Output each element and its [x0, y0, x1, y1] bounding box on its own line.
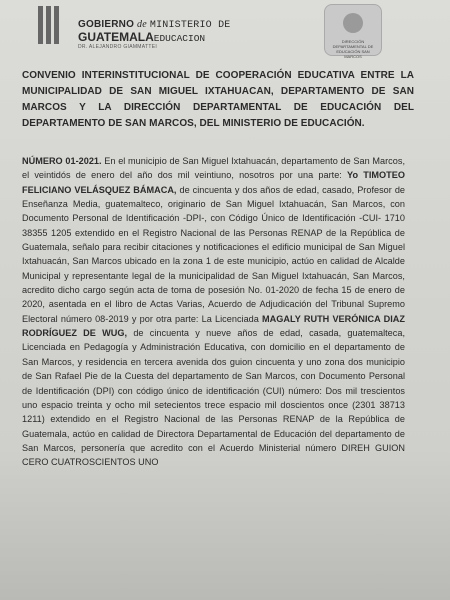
logo-line-2: GUATEMALAEDUCACION	[78, 30, 206, 44]
government-logo	[38, 6, 298, 50]
document-body	[22, 154, 405, 470]
document-title: CONVENIO INTERINSTITUCIONAL DE COOPERACIÓN EDUCATIVA ENTRE LA MUNICIPALIDAD DE SAN MIGUEL IXTAHUACAN, DEPARTAMENTO DE SAN MARCOS Y LA DIRECCIÓN DEPARTAMENTAL DE EDUCACIÓN DEL DEPARTAMENTO DE SAN MARCOS, DEL MINISTERIO DE EDUCACIÓN.	[22, 70, 414, 129]
party-name-1: Yo TIMOTEO FELICIANO VELÁSQUEZ BÁMACA,	[22, 170, 405, 195]
body-part-1: En el municipio de San Miguel Ixtahuacán, departamento de San Marcos, el veintidós de enero del año dos mil veintiuno, nosotros por una parte:	[22, 156, 405, 181]
party-name-2: MAGALY RUTH VERÓNICA DIAZ RODRÍGUEZ DE WUG,	[22, 313, 405, 339]
departmental-seal-icon: DIRECCIÓN DEPARTAMENTAL DE EDUCACIÓN SAN MARCOS	[324, 4, 382, 56]
flag-stripes-icon	[38, 6, 66, 44]
body-part-2: de cincuenta y dos años de edad, casado, Profesor de Enseñanza Media, guatemalteco, originario de San Miguel Ixtahuacán, San Marcos, con Documento Personal de Identificación -DPI-, con Código Único de Identificación -CUI- 1710 38355 1205 extendido en el Registro Nacional de las Personas RENAP de la República de Guatemala, señalo para recibir citaciones y notificaciones el edificio municipal de San Miguel Ixtahuacán, San Marcos ubicado en la zona 1 de este municipio, actúo en calidad de Alcalde Municipal y representante legal de la municipalidad de San Miguel Ixtahuacán, San Marcos, acredito dicho cargo según acta de toma de posesión No. 01-2020 de fecha 15 de enero de 2020, asentada en el libro de Actas Varias, Acuerdo de Adjudicación del Tribunal Supremo Electoral número 08-2019 y por otra parte: La Licenciada	[22, 184, 406, 324]
logo-line-1: GOBIERNO de MINISTERIO DE	[78, 19, 231, 31]
body-part-3: de cincuenta y nueve años de edad, casada, guatemalteca, Licenciada en Pedagogía y Administración Educativa, con domicilio en el departamento de San Marcos, y residencia en tercera avenida dos guion cincuenta y uno zona dos municipio de San Rafael Pie de la Cuesta del departamento de San Marcos, con Documento Personal de Identificación (DPI) con código único de identificación (CUI) número: Dos mil trescientos uno espacio treinta y ocho mil setecientos trece espacio mil doscientos once (2301 38713 1211) extendido en el Registro Nacional de las Personas RENAP de la República de Guatemala, actúo en calidad de Directora Departamental de Educación del departamento de San Marcos, personería que acredito con el Acuerdo Ministerial número DIREH GUION CERO CUATROSCIENTOS UNO	[22, 328, 406, 468]
agreement-number: NÚMERO 01-2021.	[22, 156, 102, 166]
logo-motto: DR. ALEJANDRO GIAMMATTEI	[78, 44, 158, 50]
